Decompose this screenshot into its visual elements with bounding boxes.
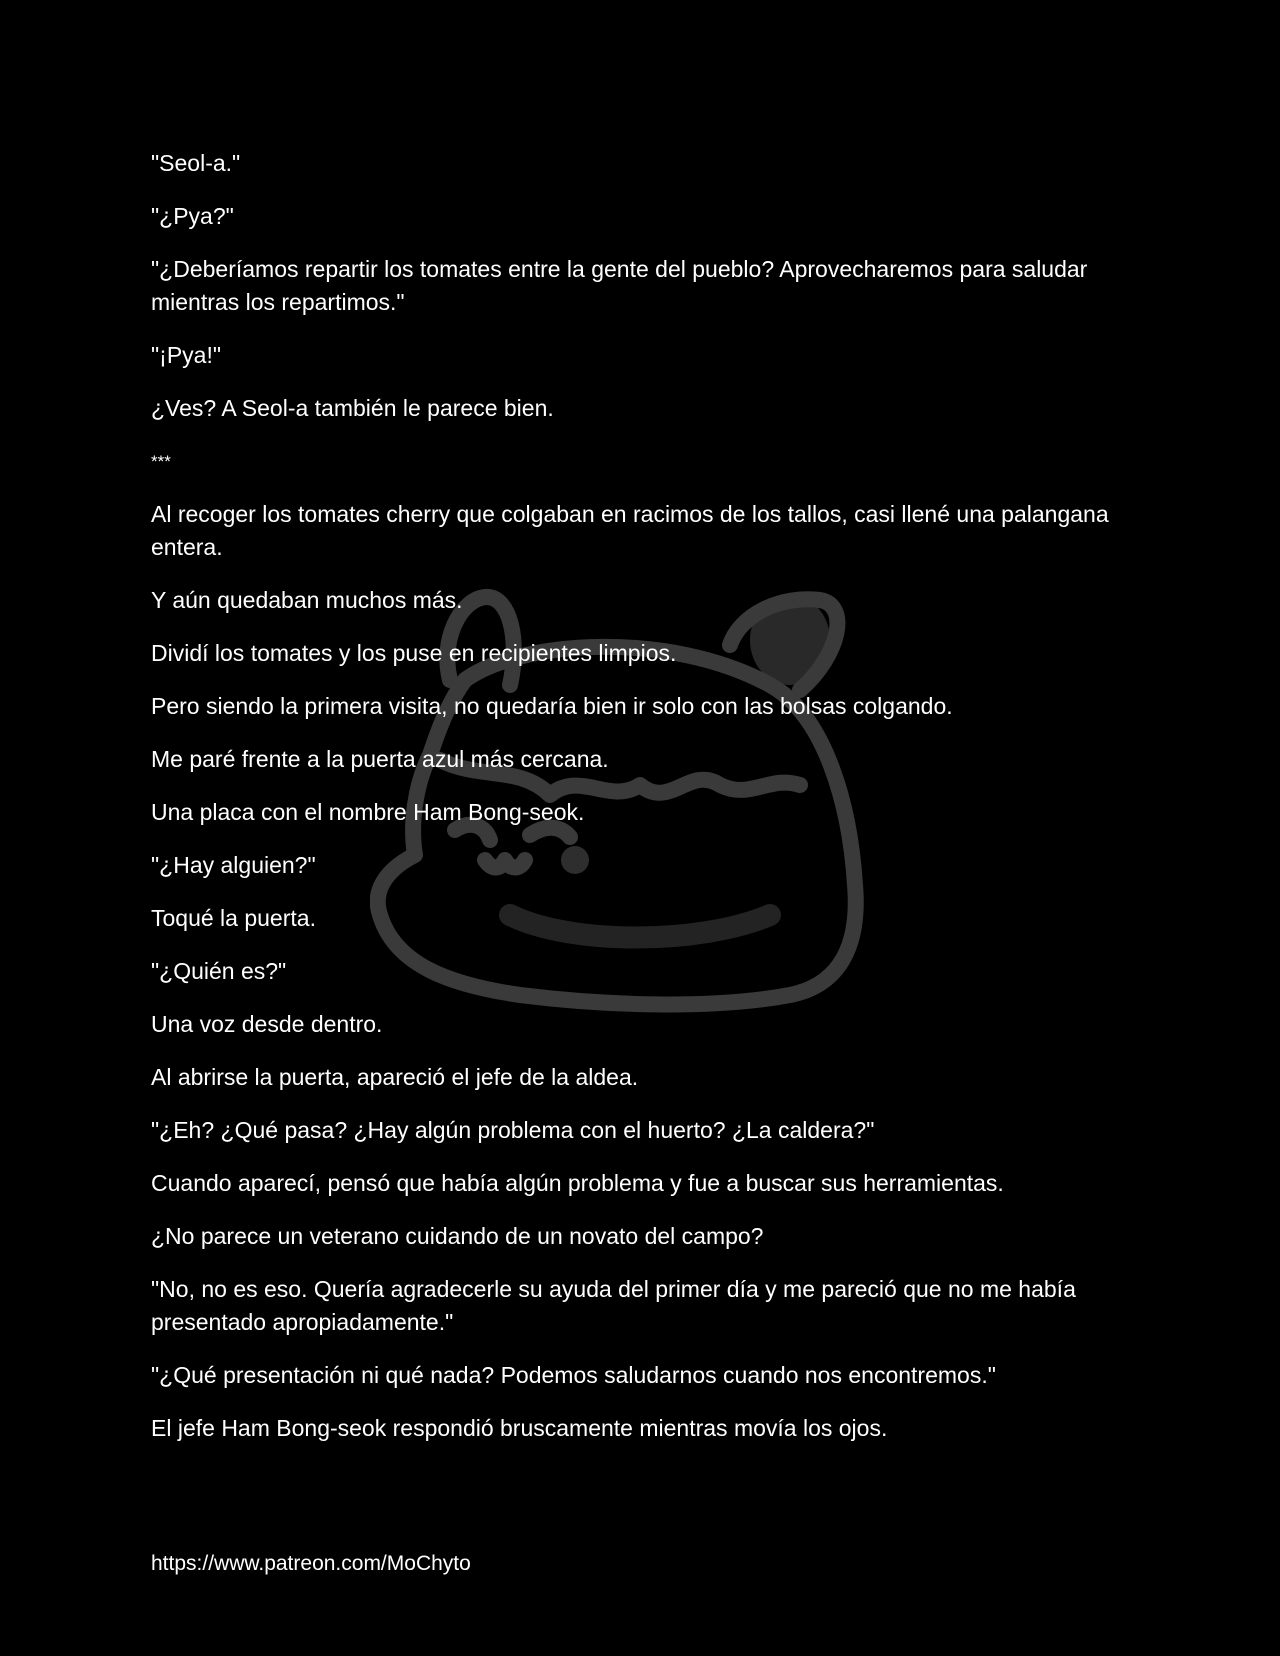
- paragraph: ¿Ves? A Seol-a también le parece bien.: [151, 395, 554, 421]
- paragraph: Una placa con el nombre Ham Bong-seok.: [151, 799, 585, 825]
- paragraph: "No, no es eso. Quería agradecerle su ayuda del primer día y me pareció que no me había presentado apropiadamente.": [151, 1276, 1083, 1335]
- paragraph: Cuando aparecí, pensó que había algún problema y fue a buscar sus herramientas.: [151, 1170, 1004, 1196]
- paragraph: Al abrirse la puerta, apareció el jefe de la aldea.: [151, 1064, 639, 1090]
- paragraph: "¡Pya!": [151, 342, 222, 368]
- section-divider: ***: [151, 452, 171, 471]
- paragraph: "¿Qué presentación ni qué nada? Podemos saludarnos cuando nos encontremos.": [151, 1362, 996, 1388]
- paragraph: "Seol-a.": [151, 150, 241, 176]
- paragraph: Al recoger los tomates cherry que colgaban en racimos de los tallos, casi llené una palangana entera.: [151, 501, 1116, 560]
- paragraph: "¿Quién es?": [151, 958, 287, 984]
- paragraph: "¿Hay alguien?": [151, 852, 316, 878]
- patreon-link[interactable]: https://www.patreon.com/MoChyto: [151, 1552, 471, 1575]
- paragraph: El jefe Ham Bong-seok respondió bruscamente mientras movía los ojos.: [151, 1415, 888, 1441]
- paragraph: ¿No parece un veterano cuidando de un novato del campo?: [151, 1223, 764, 1249]
- paragraph: Y aún quedaban muchos más.: [151, 587, 463, 613]
- paragraph: Dividí los tomates y los puse en recipientes limpios.: [151, 640, 677, 666]
- paragraph: "¿Eh? ¿Qué pasa? ¿Hay algún problema con el huerto? ¿La caldera?": [151, 1117, 875, 1143]
- story-text-block: [151, 147, 1116, 1465]
- paragraph: Toqué la puerta.: [151, 905, 316, 931]
- paragraph: "¿Deberíamos repartir los tomates entre la gente del pueblo? Aprovecharemos para saludar mientras los repartimos.": [151, 256, 1094, 315]
- paragraph: "¿Pya?": [151, 203, 234, 229]
- paragraph: Pero siendo la primera visita, no quedaría bien ir solo con las bolsas colgando.: [151, 693, 953, 719]
- paragraph: Me paré frente a la puerta azul más cercana.: [151, 746, 609, 772]
- paragraph: Una voz desde dentro.: [151, 1011, 383, 1037]
